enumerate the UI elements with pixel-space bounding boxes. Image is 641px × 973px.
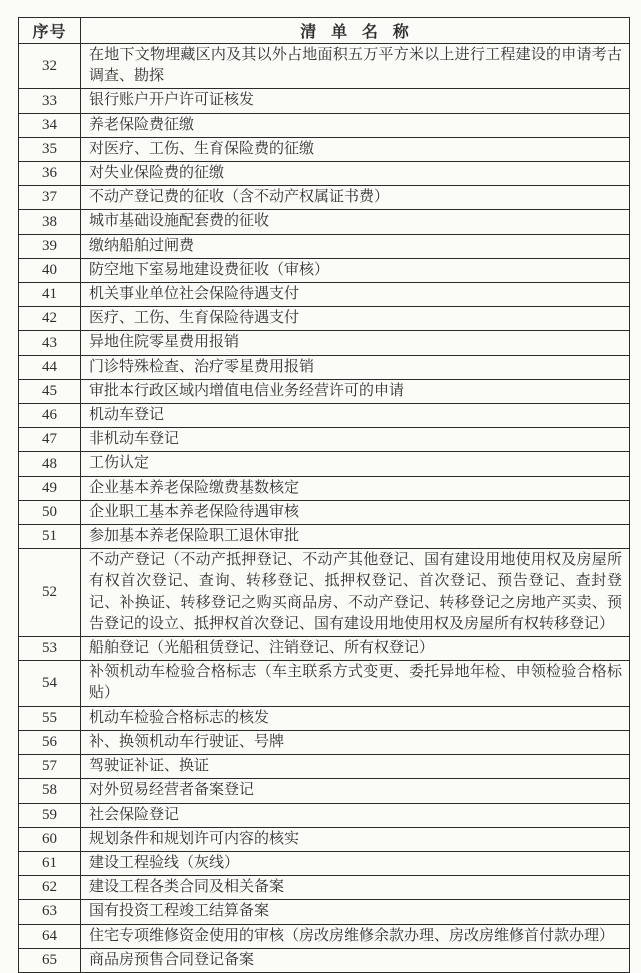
row-index: 42 bbox=[19, 307, 81, 331]
row-name: 对外贸易经营者备案登记 bbox=[81, 779, 630, 803]
table-row bbox=[19, 44, 630, 89]
row-index: 44 bbox=[19, 355, 81, 379]
row-index: 37 bbox=[19, 186, 81, 210]
column-header-index: 序号 bbox=[19, 18, 81, 44]
row-name: 国有投资工程竣工结算备案 bbox=[81, 900, 630, 924]
row-index: 55 bbox=[19, 706, 81, 730]
row-index: 53 bbox=[19, 637, 81, 661]
row-name: 缴纳船舶过闸费 bbox=[81, 234, 630, 258]
row-name: 对医疗、工伤、生育保险费的征缴 bbox=[81, 137, 630, 161]
table-row bbox=[19, 404, 630, 428]
row-index: 65 bbox=[19, 948, 81, 972]
table-row bbox=[19, 452, 630, 476]
table-row bbox=[19, 706, 630, 730]
row-name: 门诊特殊检查、治疗零星费用报销 bbox=[81, 355, 630, 379]
table-row bbox=[19, 331, 630, 355]
row-index: 56 bbox=[19, 730, 81, 754]
row-name: 船舶登记（光船租赁登记、注销登记、所有权登记） bbox=[81, 637, 630, 661]
row-index: 62 bbox=[19, 876, 81, 900]
row-name: 补领机动车检验合格标志（车主联系方式变更、委托异地年检、申领检验合格标贴） bbox=[81, 661, 630, 706]
service-list-table bbox=[18, 17, 630, 973]
row-name: 住宅专项维修资金使用的审核（房改房维修余款办理、房改房维修首付款办理） bbox=[81, 924, 630, 948]
row-index: 52 bbox=[19, 549, 81, 637]
row-name: 不动产登记费的征收（含不动产权属证书费） bbox=[81, 186, 630, 210]
row-name: 社会保险登记 bbox=[81, 803, 630, 827]
row-index: 48 bbox=[19, 452, 81, 476]
table-row bbox=[19, 549, 630, 637]
table-row bbox=[19, 730, 630, 754]
row-name: 建设工程各类合同及相关备案 bbox=[81, 876, 630, 900]
row-index: 38 bbox=[19, 210, 81, 234]
table-row bbox=[19, 234, 630, 258]
row-index: 35 bbox=[19, 137, 81, 161]
table-row bbox=[19, 924, 630, 948]
row-name: 审批本行政区域内增值电信业务经营许可的申请 bbox=[81, 379, 630, 403]
table-row bbox=[19, 779, 630, 803]
table-row bbox=[19, 900, 630, 924]
row-index: 41 bbox=[19, 283, 81, 307]
row-index: 36 bbox=[19, 162, 81, 186]
table-row bbox=[19, 876, 630, 900]
table-row bbox=[19, 355, 630, 379]
row-index: 50 bbox=[19, 500, 81, 524]
row-name: 机动车检验合格标志的核发 bbox=[81, 706, 630, 730]
row-name: 养老保险费征缴 bbox=[81, 113, 630, 137]
row-name: 医疗、工伤、生育保险待遇支付 bbox=[81, 307, 630, 331]
row-name: 规划条件和规划许可内容的核实 bbox=[81, 827, 630, 851]
table-row bbox=[19, 500, 630, 524]
row-name: 异地住院零星费用报销 bbox=[81, 331, 630, 355]
row-index: 34 bbox=[19, 113, 81, 137]
row-index: 51 bbox=[19, 525, 81, 549]
row-index: 63 bbox=[19, 900, 81, 924]
row-index: 32 bbox=[19, 44, 81, 89]
row-name: 对失业保险费的征缴 bbox=[81, 162, 630, 186]
row-index: 47 bbox=[19, 428, 81, 452]
row-index: 45 bbox=[19, 379, 81, 403]
table-row bbox=[19, 803, 630, 827]
table-row bbox=[19, 637, 630, 661]
row-name: 建设工程验线（灰线） bbox=[81, 851, 630, 875]
table-row bbox=[19, 476, 630, 500]
row-index: 40 bbox=[19, 258, 81, 282]
table-row bbox=[19, 113, 630, 137]
table-row bbox=[19, 379, 630, 403]
row-index: 58 bbox=[19, 779, 81, 803]
row-index: 64 bbox=[19, 924, 81, 948]
row-name: 机动车登记 bbox=[81, 404, 630, 428]
row-name: 工伤认定 bbox=[81, 452, 630, 476]
row-index: 49 bbox=[19, 476, 81, 500]
table-row bbox=[19, 661, 630, 706]
row-name: 企业基本养老保险缴费基数核定 bbox=[81, 476, 630, 500]
table-row bbox=[19, 307, 630, 331]
table-row bbox=[19, 755, 630, 779]
table-row bbox=[19, 948, 630, 972]
row-name: 补、换领机动车行驶证、号牌 bbox=[81, 730, 630, 754]
table-row bbox=[19, 186, 630, 210]
table-row bbox=[19, 428, 630, 452]
row-index: 46 bbox=[19, 404, 81, 428]
row-name: 驾驶证补证、换证 bbox=[81, 755, 630, 779]
row-name: 商品房预售合同登记备案 bbox=[81, 948, 630, 972]
row-index: 57 bbox=[19, 755, 81, 779]
row-name: 机关事业单位社会保险待遇支付 bbox=[81, 283, 630, 307]
column-header-name: 清 单 名 称 bbox=[81, 18, 630, 44]
row-name: 城市基础设施配套费的征收 bbox=[81, 210, 630, 234]
table-body bbox=[19, 44, 630, 973]
row-index: 43 bbox=[19, 331, 81, 355]
row-index: 59 bbox=[19, 803, 81, 827]
table-row bbox=[19, 137, 630, 161]
row-name: 防空地下室易地建设费征收（审核） bbox=[81, 258, 630, 282]
table-row bbox=[19, 827, 630, 851]
table-header-row bbox=[19, 18, 630, 44]
row-name: 企业职工基本养老保险待遇审核 bbox=[81, 500, 630, 524]
row-index: 54 bbox=[19, 661, 81, 706]
row-index: 33 bbox=[19, 89, 81, 113]
table-row bbox=[19, 283, 630, 307]
row-index: 39 bbox=[19, 234, 81, 258]
table-row bbox=[19, 258, 630, 282]
table-row bbox=[19, 851, 630, 875]
row-index: 60 bbox=[19, 827, 81, 851]
row-name: 在地下文物埋藏区内及其以外占地面积五万平方米以上进行工程建设的申请考古调查、勘探 bbox=[81, 44, 630, 89]
table-row bbox=[19, 162, 630, 186]
row-name: 不动产登记（不动产抵押登记、不动产其他登记、国有建设用地使用权及房屋所有权首次登记、查询、转移登记、抵押权登记、首次登记、预告登记、查封登记、补换证、转移登记之购买商品房、不动产登记、转移登记之房地产买卖、预告登记的设立、抵押权首次登记、国有建设用地使用权及房屋所有权转移登记） bbox=[81, 549, 630, 637]
row-index: 61 bbox=[19, 851, 81, 875]
table-row bbox=[19, 525, 630, 549]
row-name: 参加基本养老保险职工退休审批 bbox=[81, 525, 630, 549]
row-name: 非机动车登记 bbox=[81, 428, 630, 452]
table-row bbox=[19, 89, 630, 113]
table-row bbox=[19, 210, 630, 234]
row-name: 银行账户开户许可证核发 bbox=[81, 89, 630, 113]
